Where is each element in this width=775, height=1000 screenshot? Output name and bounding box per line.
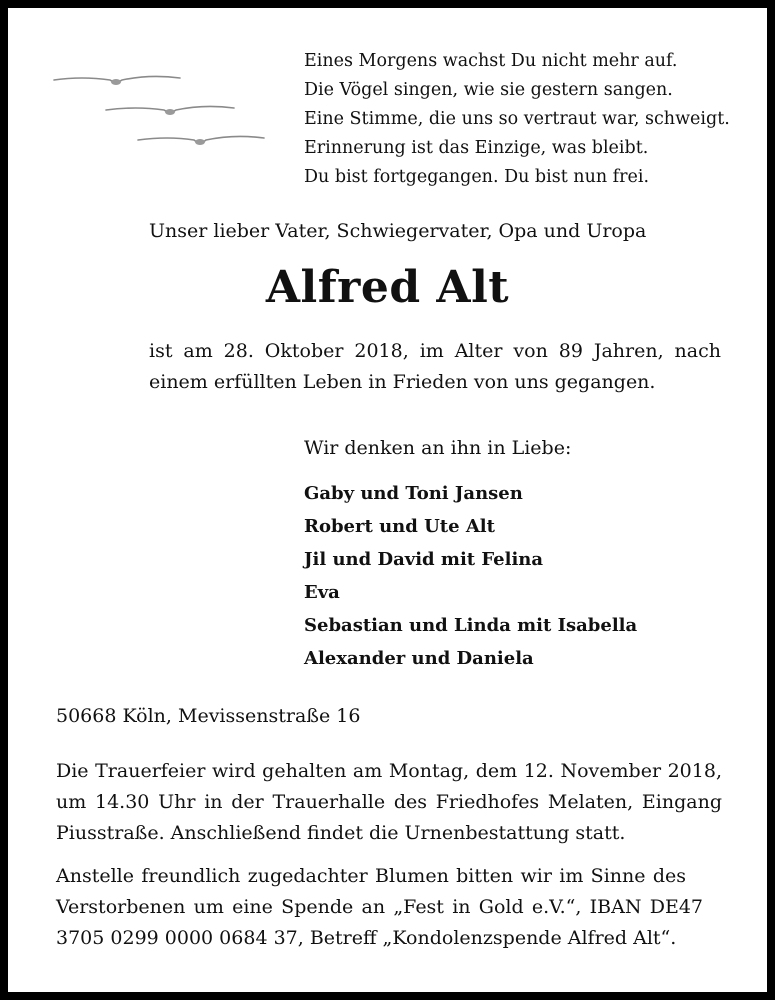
poem-line: Die Vögel singen, wie sie gestern sangen. xyxy=(304,80,673,100)
poem-line: Du bist fortgegangen. Du bist nun frei. xyxy=(304,167,650,187)
family-member: Gaby und Toni Jansen xyxy=(304,483,523,504)
poem xyxy=(304,47,744,192)
funeral-line: Die Trauerfeier wird gehalten am Montag, dem 12. November 2018, xyxy=(56,760,722,782)
flying-birds-icon xyxy=(52,68,272,160)
donation-line: 3705 0299 0000 0684 37, Betreff „Kondolenzspende Alfred Alt“. xyxy=(56,927,677,949)
intro-line: Unser lieber Vater, Schwiegervater, Opa und Uropa xyxy=(149,220,647,242)
poem-line: Erinnerung ist das Einzige, was bleibt. xyxy=(304,138,649,158)
poem-line: Eines Morgens wachst Du nicht mehr auf. xyxy=(304,51,678,71)
remembrance-heading: Wir denken an ihn in Liebe: xyxy=(304,437,572,459)
funeral-line: um 14.30 Uhr in der Trauerhalle des Friedhofes Melaten, Eingang xyxy=(56,791,722,813)
death-notice-line: ist am 28. Oktober 2018, im Alter von 89 Jahren, nach xyxy=(149,340,721,362)
donation-line: Anstelle freundlich zugedachter Blumen bitten wir im Sinne des xyxy=(56,865,686,887)
funeral-line: Piusstraße. Anschließend findet die Urnenbestattung statt. xyxy=(56,822,626,844)
family-member: Sebastian und Linda mit Isabella xyxy=(304,615,638,636)
poem-line: Eine Stimme, die uns so vertraut war, schweigt. xyxy=(304,109,730,129)
address: 50668 Köln, Mevissenstraße 16 xyxy=(56,705,361,727)
family-member: Robert und Ute Alt xyxy=(304,516,495,537)
death-notice-line: einem erfüllten Leben in Frieden von uns gegangen. xyxy=(149,371,656,393)
family-member: Eva xyxy=(304,582,340,603)
deceased-name: Alfred Alt xyxy=(265,262,510,313)
family-list xyxy=(304,477,637,675)
family-member: Jil und David mit Felina xyxy=(304,549,544,570)
family-member: Alexander und Daniela xyxy=(304,648,534,669)
donation-line: Verstorbenen um eine Spende an „Fest in Gold e.V.“, IBAN DE47 xyxy=(56,896,703,918)
